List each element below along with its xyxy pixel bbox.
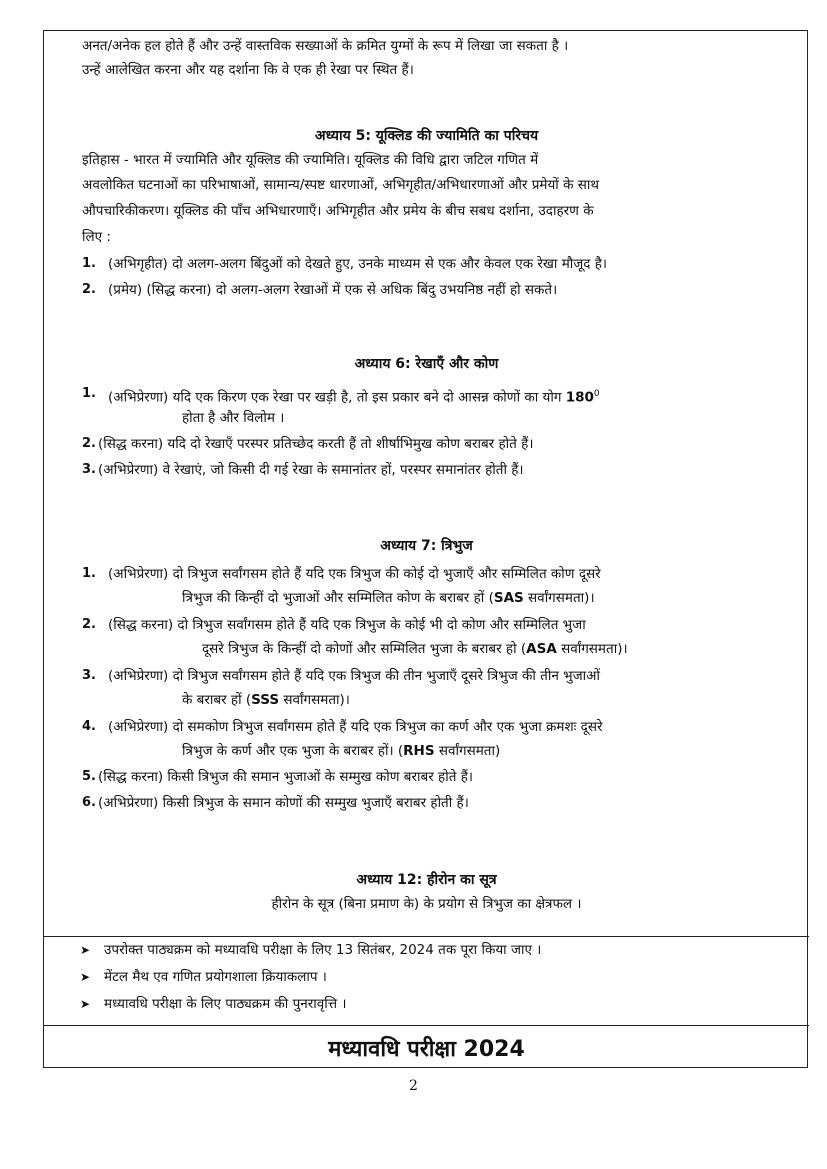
ch7-item-4-number: 4.: [82, 719, 96, 734]
angle-sum-value: 180: [565, 389, 594, 406]
arrow-bullet-icon: ➤: [80, 997, 91, 1011]
ch5-item-1-number: 1.: [82, 256, 96, 271]
ch7-item-2-line-2: दूसरे त्रिभुज के किन्हीं दो कोणों और सम्मिलित भुजा के बराबर हो (ASA सर्वांगसमता)।: [202, 641, 628, 657]
ch7-item-2-number: 2.: [82, 617, 96, 632]
note-2: मेंटल मैथ एव गणित प्रयोगशाला क्रियाकलाप ।: [104, 969, 327, 985]
ch7-item-1-line-1: (अभिप्रेरणा) दो त्रिभुज सर्वांगसम होते हैं यदि एक त्रिभुज की कोई दो भुजाएँ और सम्मिलित कोण दूसरे: [108, 566, 601, 582]
ch5-para-line-3: औपचारिकीकरण। यूक्लिड की पाँच अभिधारणाएँ। अभिगृहीत और प्रमेय के बीच सबध दर्शाना, उदाहरण के: [82, 203, 594, 219]
ch7-item-1-number: 1.: [82, 566, 96, 581]
ch7-item-6-text: (अभिप्रेरणा) किसी त्रिभुज के समान कोणों की सम्मुख भुजाएँ बराबर होती हैं।: [98, 795, 469, 811]
note-3: मध्यावधि परीक्षा के लिए पाठ्यक्रम की पुनरावृत्ति ।: [104, 996, 347, 1012]
ch7-item-5-text: (सिद्ध करना) किसी त्रिभुज की समान भुजाओं के सम्मुख कोण बराबर होते हैं।: [98, 769, 473, 785]
note-1: उपरोक्त पाठ्यक्रम को मध्यावधि परीक्षा के लिए 13 सितंबर, 2024 तक पूरा किया जाए ।: [104, 942, 542, 958]
ch5-item-1-text: (अभिगृहीत) दो अलग-अलग बिंदुओं को देखते हुए, उनके माध्यम से एक और केवल एक रेखा मौजूद है।: [108, 256, 608, 272]
midterm-exam-heading: मध्यावधि परीक्षा 2024: [328, 1037, 525, 1062]
chapter-6-title: अध्याय 6: रेखाएँ और कोण: [354, 356, 499, 372]
ch7-item-4-line-2: त्रिभुज के कर्ण और एक भुजा के बराबर हों। (RHS सर्वांगसमता): [182, 743, 501, 759]
chapter-5-title: अध्याय 5: यूक्लिड की ज्यामिति का परिचय: [314, 128, 539, 144]
ch5-item-2-text: (प्रमेय) (सिद्ध करना) दो अलग-अलग रेखाओं में एक से अधिक बिंदु उभयनिष्ठ नहीं हो सकते।: [108, 282, 558, 298]
page-number: 2: [409, 1078, 418, 1094]
rhs-label: RHS: [403, 743, 435, 759]
ch6-item-1-continuation: होता है और विलोम ।: [182, 410, 285, 426]
ch7-item-4-line-1: (अभिप्रेरणा) दो समकोण त्रिभुज सर्वांगसम होते हैं यदि एक त्रिभुज का कर्ण और एक भुजा क्रमशः दूसरे: [108, 719, 603, 735]
ch7-item-3-line-1: (अभिप्रेरणा) दो त्रिभुज सर्वांगसम होते हैं यदि एक त्रिभुज की तीन भुजाएँ दूसरे त्रिभुज की तीन भुजाओं: [108, 668, 600, 684]
chapter-7-title: अध्याय 7: त्रिभुज: [380, 538, 473, 554]
ch7-item-5-number: 5.: [82, 769, 96, 784]
sas-label: SAS: [493, 590, 524, 606]
ch5-item-2-number: 2.: [82, 282, 96, 297]
arrow-bullet-icon: ➤: [80, 943, 91, 957]
sss-label: SSS: [251, 692, 280, 708]
ch5-para-line-1: इतिहास - भारत में ज्यामिति और यूक्लिड की ज्यामिति। यूक्लिड की विधि द्वारा जटिल गणित में: [82, 152, 539, 168]
asa-label: ASA: [526, 641, 557, 657]
ch6-item-2-text: (सिद्ध करना) यदि दो रेखाएँ परस्पर प्रतिच्छेद करती हैं तो शीर्षाभिमुख कोण बराबर होते हैं।: [98, 436, 534, 452]
ch5-para-line-2: अवलोकित घटनाओं का परिभाषाओं, सामान्य/स्पष्ट धारणाओं, अभिगृहीत/अभिधारणाओं और प्रमेयों के साथ: [82, 177, 599, 193]
ch7-item-1-line-2: त्रिभुज की किन्हीं दो भुजाओं और सम्मिलित कोण के बराबर हों (SAS सर्वांगसमता)।: [182, 590, 595, 606]
ch7-item-3-line-2: के बराबर हों (SSS सर्वांगसमता)।: [182, 692, 350, 708]
ch6-item-2-number: 2.: [82, 436, 96, 451]
ch5-para-line-4: लिए :: [82, 229, 111, 245]
degree-superscript: 0: [593, 389, 600, 399]
ch7-item-6-number: 6.: [82, 795, 96, 810]
ch6-item-1-number: 1.: [82, 386, 96, 401]
arrow-bullet-icon: ➤: [80, 970, 91, 984]
ch6-item-1-text: (अभिप्रेरणा) यदि एक किरण एक रेखा पर खड़ी है, तो इस प्रकार बने दो आसन्न कोणों का योग $180^0$: [108, 389, 600, 406]
notes-top-divider: [44, 936, 809, 937]
ch12-text: हीरोन के सूत्र (बिना प्रमाण के) के प्रयोग से त्रिभुज का क्षेत्रफल ।: [271, 896, 582, 912]
ch7-item-2-line-1: (सिद्ध करना) दो त्रिभुज सर्वांगसम होते हैं यदि एक त्रिभुज के कोई भी दो कोण और सम्मिलित भुजा: [108, 617, 586, 633]
ch6-item-3-number: 3.: [82, 462, 96, 477]
ch6-item-3-text: (अभिप्रेरणा) वे रेखाएं, जो किसी दी गई रेखा के समानांतर हों, परस्पर समानांतर होती हैं।: [98, 462, 524, 478]
ch7-item-3-number: 3.: [82, 668, 96, 683]
intro-line-2: उन्हें आलेखित करना और यह दर्शाना कि वे एक ही रेखा पर स्थित हैं।: [82, 62, 414, 78]
intro-line-1: अनत/अनेक हल होते हैं और उन्हें वास्तविक सख्याओं के क्रमित युग्मों के रूप में लिखा जा सकता है ।: [82, 38, 569, 54]
syllabus-frame: [43, 30, 808, 1068]
chapter-12-title: अध्याय 12: हीरोन का सूत्र: [356, 872, 497, 888]
final-heading-divider: [44, 1025, 809, 1026]
